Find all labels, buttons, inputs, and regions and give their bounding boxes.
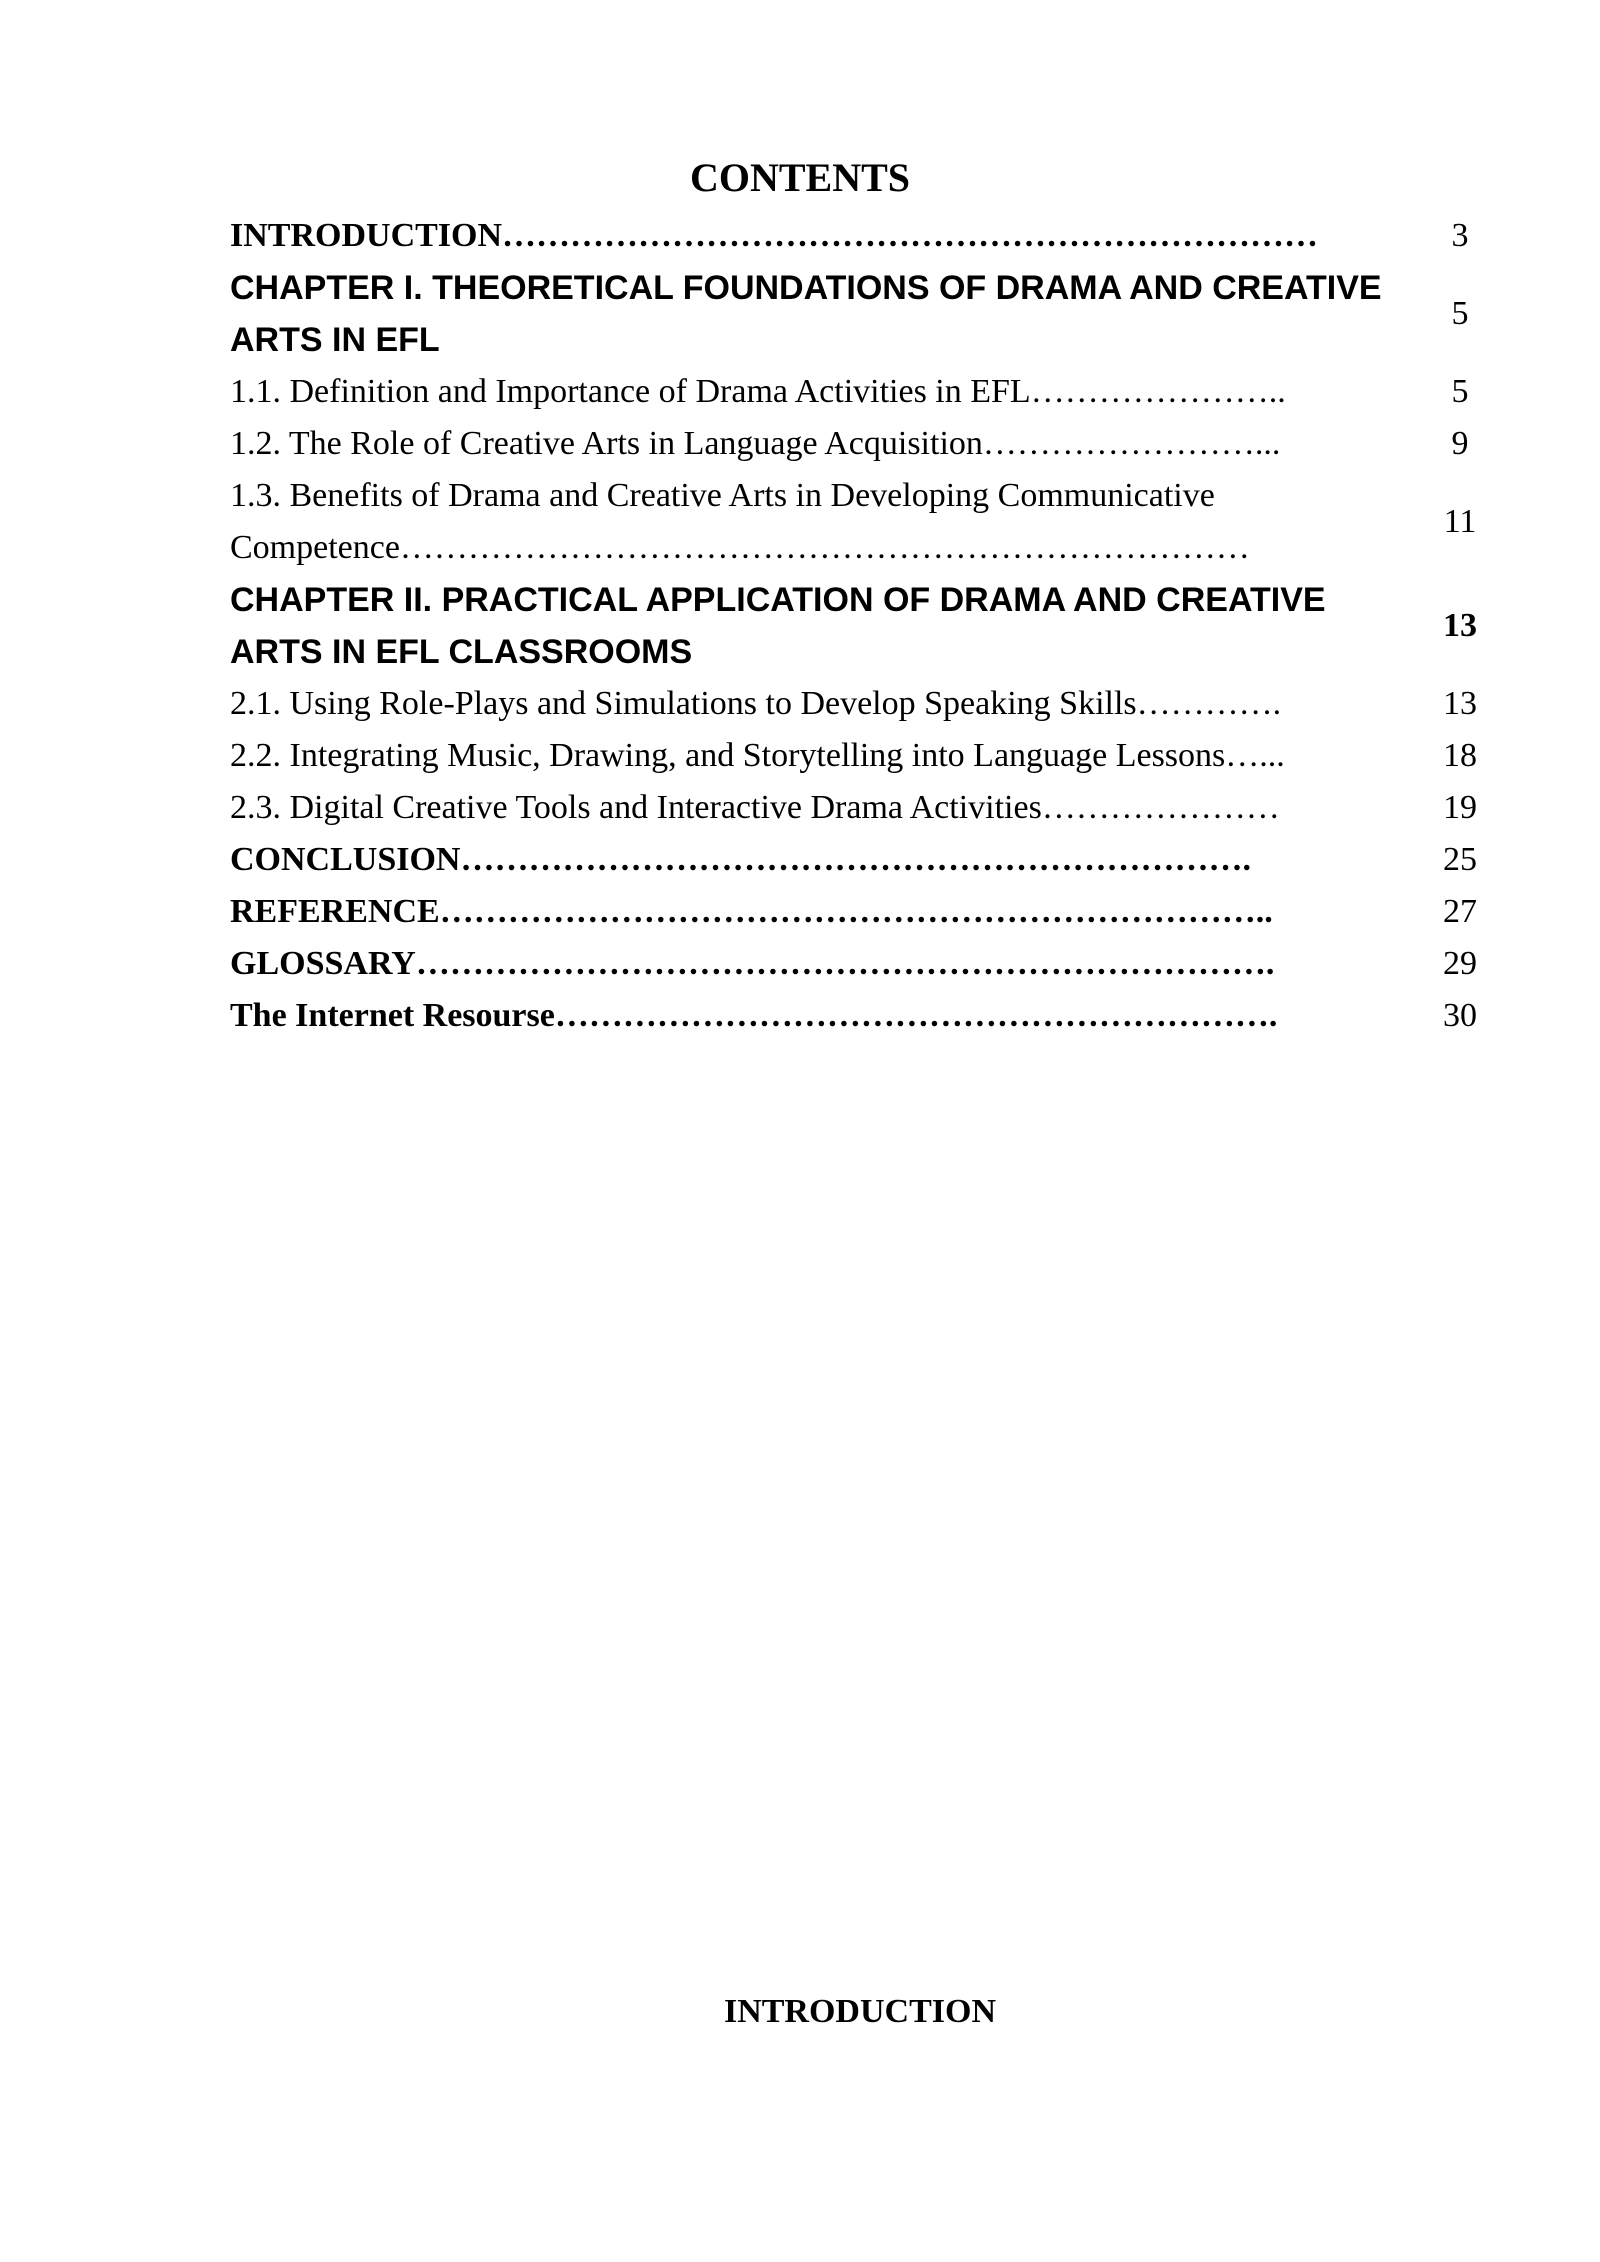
toc-page-number: 29 <box>1443 945 1477 982</box>
toc-page-number: 5 <box>1451 373 1469 410</box>
toc-page-number: 25 <box>1443 841 1477 878</box>
toc-entry: The Internet Resourse………………………………………………………. <box>230 997 1278 1034</box>
toc-row-reference <box>230 886 1495 938</box>
toc-page-number: 9 <box>1451 425 1469 462</box>
toc-row-conclusion <box>230 834 1495 886</box>
toc-entry: 2.3. Digital Creative Tools and Interactive Drama Activities………………… <box>230 789 1280 826</box>
contents-title-text: CONTENTS <box>689 155 911 200</box>
toc-row-chapter-2 <box>230 574 1495 678</box>
toc-row-2-3 <box>230 782 1495 834</box>
toc-page-number: 13 <box>1443 607 1477 644</box>
toc-row-1-1 <box>230 366 1495 418</box>
toc-entry: CHAPTER II. PRACTICAL APPLICATION OF DRAMA AND CREATIVE ARTS IN EFL CLASSROOMS <box>230 581 1326 671</box>
toc-row-2-2 <box>230 730 1495 782</box>
toc-entry: CHAPTER I. THEORETICAL FOUNDATIONS OF DRAMA AND CREATIVE ARTS IN EFL <box>230 269 1382 359</box>
toc-row-chapter-1 <box>230 262 1495 366</box>
introduction-heading: INTRODUCTION <box>723 1993 997 2030</box>
toc-page-number: 11 <box>1443 503 1477 540</box>
toc-entry: REFERENCE……………………………………………………………….. <box>230 893 1273 930</box>
toc-entry: GLOSSARY…………………………………………………………………. <box>230 945 1275 982</box>
toc-row-glossary <box>230 938 1495 990</box>
toc-entry: 2.2. Integrating Music, Drawing, and Storytelling into Language Lessons…... <box>230 737 1285 774</box>
toc-page-number: 13 <box>1443 685 1477 722</box>
toc-row-introduction <box>230 210 1495 262</box>
toc-page-number: 19 <box>1443 789 1477 826</box>
toc-page-number: 3 <box>1451 217 1469 254</box>
toc-page-number: 18 <box>1443 737 1477 774</box>
toc-row-internet-resourse <box>230 990 1495 1042</box>
toc-entry: CONCLUSION……………………………………………………………. <box>230 841 1251 878</box>
toc-row-1-3 <box>230 470 1495 574</box>
toc-row-1-2 <box>230 418 1495 470</box>
toc-entry: 1.3. Benefits of Drama and Creative Arts in Developing Communicative Competence………………………………………………………………… <box>230 477 1250 566</box>
toc-page-number: 30 <box>1443 997 1477 1034</box>
toc-entry: 1.1. Definition and Importance of Drama Activities in EFL………………….. <box>230 373 1286 410</box>
toc-entry: 1.2. The Role of Creative Arts in Language Acquisition……………………... <box>230 425 1281 462</box>
toc-entry: INTRODUCTION……………………………………………………………… <box>230 217 1319 254</box>
toc-entry: 2.1. Using Role-Plays and Simulations to Develop Speaking Skills…………. <box>230 685 1282 722</box>
table-of-contents <box>230 210 1495 1042</box>
toc-page-number: 27 <box>1443 893 1477 930</box>
page-title <box>0 155 1600 201</box>
toc-row-2-1 <box>230 678 1495 730</box>
toc-page-number: 5 <box>1451 295 1469 332</box>
